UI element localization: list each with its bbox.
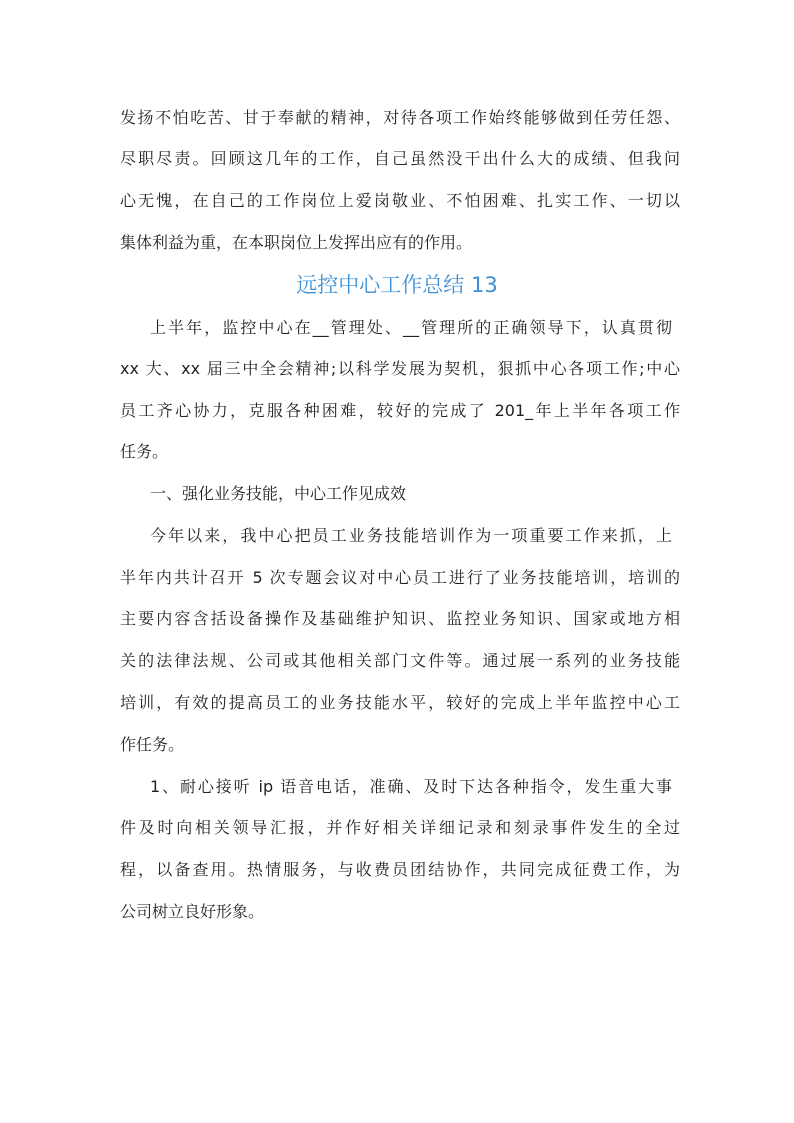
paragraph-line: 尽职尽责。回顾这几年的工作，自己虽然没干出什么大的成绩、但我问 (120, 149, 680, 168)
subsection-heading: 一、强化业务技能，中心工作见成效 (150, 484, 407, 503)
paragraph-line: 心无愧，在自己的工作岗位上爱岗敬业、不怕困难、扎实工作、一切以 (120, 191, 680, 210)
paragraph-line: 今年以来，我中心把员工业务技能培训作为一项重要工作来抓，上 (150, 526, 672, 545)
paragraph-line: 上半年，监控中心在__管理处、__管理所的正确领导下，认真贯彻 (150, 318, 672, 337)
paragraph-line: 公司树立良好形象。 (120, 902, 265, 921)
paragraph-line: 程，以备查用。热情服务，与收费员团结协作，共同完成征费工作，为 (120, 860, 680, 879)
paragraph-line: xx 大、xx 届三中全会精神;以科学发展为契机，狠抓中心各项工作;中心 (120, 359, 680, 378)
paragraph-line: 发扬不怕吃苦、甘于奉献的精神，对待各项工作始终能够做到任劳任怨、 (120, 108, 680, 127)
paragraph-line: 半年内共计召开 5 次专题会议对中心员工进行了业务技能培训，培训的 (120, 568, 680, 587)
paragraph-line: 件及时向相关领导汇报，并作好相关详细记录和刻录事件发生的全过 (120, 818, 680, 837)
paragraph-line: 任务。 (120, 442, 169, 461)
section-heading: 远控中心工作总结 13 (296, 273, 498, 297)
paragraph-line: 作任务。 (120, 735, 185, 754)
paragraph-line: 关的法律法规、公司或其他相关部门文件等。通过展一系列的业务技能 (120, 651, 680, 670)
paragraph-line: 1、耐心接听 ip 语音电话，准确、及时下达各种指令，发生重大事 (150, 777, 672, 796)
paragraph-line: 主要内容含括设备操作及基础维护知识、监控业务知识、国家或地方相 (120, 609, 680, 628)
paragraph-line: 培训，有效的提高员工的业务技能水平，较好的完成上半年监控中心工 (120, 693, 680, 712)
paragraph-line: 员工齐心协力，克服各种困难，较好的完成了 201_年上半年各项工作 (120, 401, 680, 420)
paragraph-line: 集体利益为重，在本职岗位上发挥出应有的作用。 (120, 233, 473, 252)
